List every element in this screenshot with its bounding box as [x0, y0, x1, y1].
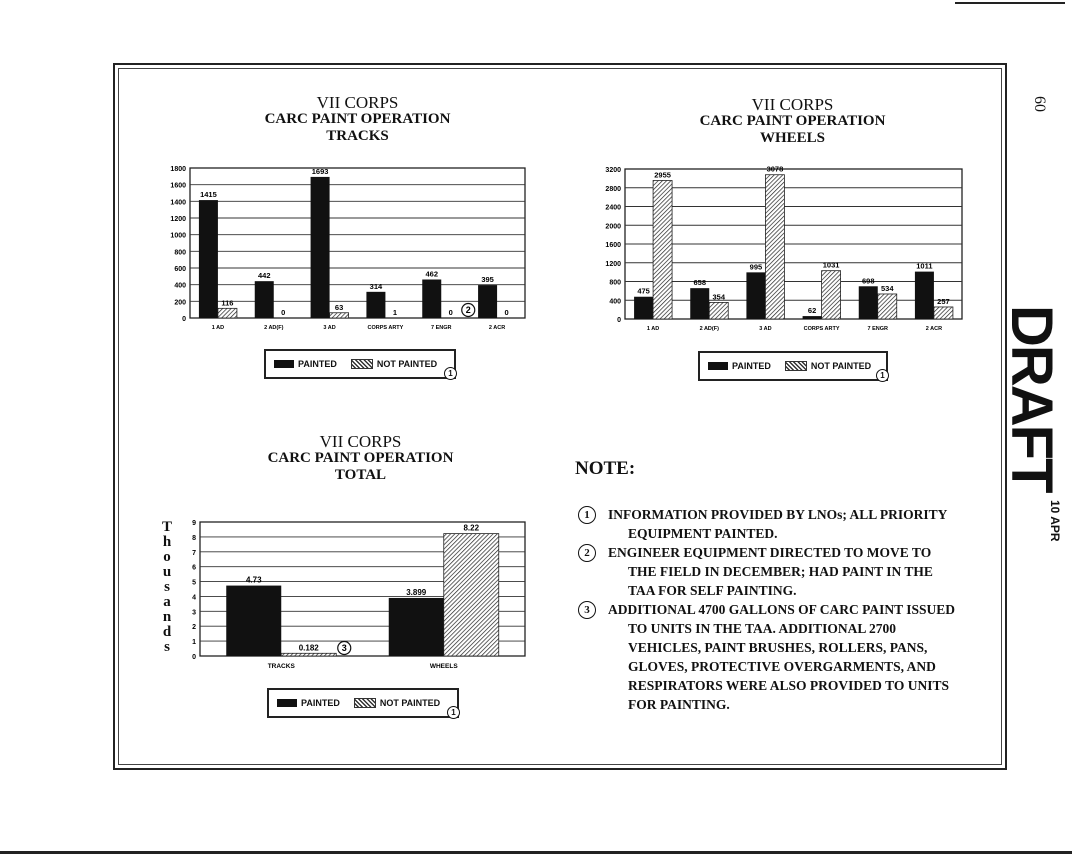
annotation-mark: 3 — [341, 643, 347, 653]
legend-painted-label: PAINTED — [732, 361, 771, 371]
data-label-not-painted: 116 — [221, 298, 234, 308]
note-text-3: ADDITIONAL 4700 GALLONS OF CARC PAINT ISSUED TO UNITS IN THE TAA. ADDITIONAL 2700 VEHICLES, PAINT BRUSHES, ROLLERS, PANS, GLOVES, PROTECTIVE OVERGARMENTS, AND RESPIRATORS WERE ALSO PROVIDED TO UNITS FOR PAINTING. — [608, 602, 956, 712]
wheels-title-line1: VII CORPS — [751, 95, 834, 114]
y-axis-label-letter: T — [161, 519, 172, 535]
draft-stamp: DRAFT — [999, 305, 1064, 492]
data-label-painted: 395 — [481, 275, 494, 285]
bar-painted — [255, 281, 274, 318]
note-number-2: 2 — [578, 544, 596, 562]
bar-not-painted — [878, 294, 897, 319]
not-painted-swatch — [354, 698, 376, 708]
y-tick-label: 200 — [174, 299, 186, 307]
note-number-1: 1 — [578, 506, 596, 524]
bar-not-painted — [653, 180, 672, 319]
bar-painted — [389, 598, 444, 656]
y-tick-label: 9 — [192, 520, 196, 527]
total-title-line1: VII CORPS — [319, 432, 402, 451]
bar-not-painted — [281, 653, 336, 656]
data-label-painted: 3.899 — [406, 587, 427, 597]
painted-swatch — [708, 362, 728, 370]
y-tick-label: 3200 — [605, 167, 621, 174]
y-tick-label: 5 — [192, 579, 196, 587]
top-edge-line — [955, 2, 1065, 4]
wheels-chart — [585, 160, 975, 340]
data-label-painted: 658 — [693, 278, 707, 288]
bar-painted — [803, 316, 822, 319]
y-tick-label: 1000 — [170, 232, 186, 240]
tracks-title-line2: CARC PAINT OPERATION — [264, 111, 451, 127]
legend-not-painted-label: NOT PAINTED — [810, 361, 872, 371]
x-tick-label: 3 AD — [323, 325, 336, 331]
legend-note-mark: 1 — [444, 367, 457, 380]
total-chart-title — [243, 433, 478, 484]
x-tick-label: 7 ENGR — [867, 326, 888, 332]
y-tick-label: 400 — [174, 282, 186, 290]
data-label-not-painted: 0 — [448, 308, 453, 317]
legend-not-painted-label: NOT PAINTED — [379, 698, 441, 708]
note-item-3 — [578, 600, 958, 714]
x-tick-label: TRACKS — [267, 663, 295, 670]
y-axis-label-letter: s — [164, 579, 170, 595]
note-item-2 — [578, 543, 958, 600]
bar-painted — [859, 286, 878, 319]
bar-painted — [690, 288, 709, 319]
note-number-3: 3 — [578, 601, 596, 619]
x-tick-label: 2 ACR — [925, 326, 943, 332]
bar-not-painted — [218, 308, 237, 318]
total-title-line2: CARC PAINT OPERATION — [267, 450, 454, 466]
y-tick-label: 1600 — [605, 242, 621, 249]
bottom-edge-line — [0, 851, 1072, 854]
legend-note-mark: 1 — [876, 369, 889, 382]
data-label-not-painted: 534 — [880, 283, 894, 293]
wheels-legend — [698, 351, 888, 381]
tracks-chart — [150, 160, 540, 340]
legend-note-mark: 1 — [447, 706, 460, 719]
total-title-line3: TOTAL — [334, 467, 387, 483]
note-heading: NOTE: — [575, 458, 636, 479]
y-tick-label: 2400 — [605, 204, 621, 212]
y-tick-label: 800 — [609, 279, 621, 287]
x-tick-label: WHEELS — [429, 663, 458, 670]
data-label-painted: 4.73 — [245, 575, 262, 585]
x-tick-label: 1 AD — [211, 325, 225, 331]
data-label-not-painted: 0 — [281, 308, 286, 317]
x-tick-label: CORPS ARTY — [367, 325, 404, 331]
data-label-not-painted: 1 — [392, 307, 398, 317]
total-y-axis-label — [160, 520, 174, 655]
data-label-not-painted: 8.22 — [463, 523, 480, 533]
bar-not-painted — [444, 534, 499, 656]
legend-painted-label: PAINTED — [298, 359, 337, 369]
legend-painted — [708, 361, 771, 371]
y-tick-label: 4 — [192, 594, 196, 602]
not-painted-swatch — [351, 359, 373, 369]
y-tick-label: 1800 — [170, 166, 186, 173]
y-axis-label-letter: a — [163, 594, 171, 610]
tracks-legend — [264, 349, 456, 379]
data-label-not-painted: 3078 — [766, 164, 784, 174]
bar-painted — [915, 272, 934, 319]
date-stamp: 10 APR — [1048, 500, 1062, 542]
y-tick-label: 400 — [609, 298, 621, 306]
data-label-painted: 995 — [749, 262, 763, 272]
y-axis-label-letter: h — [162, 534, 172, 550]
y-tick-label: 1 — [192, 639, 196, 647]
data-label-not-painted: 354 — [712, 292, 726, 302]
y-tick-label: 0 — [182, 316, 186, 323]
bar-not-painted — [934, 307, 953, 319]
y-axis-label-letter: n — [162, 609, 172, 625]
wheels-chart-svg — [585, 160, 975, 340]
y-tick-label: 8 — [192, 534, 196, 542]
bar-painted — [226, 586, 281, 656]
data-label-painted: 462 — [425, 269, 439, 279]
notes-list — [578, 505, 958, 714]
tracks-title-line3: TRACKS — [326, 128, 389, 144]
bar-painted — [366, 292, 385, 318]
data-label-not-painted: 0.182 — [298, 643, 319, 653]
data-label-painted: 1693 — [311, 166, 329, 176]
y-axis-label-letter: d — [162, 624, 172, 640]
legend-painted — [277, 698, 340, 708]
bar-painted — [422, 280, 441, 319]
data-label-painted: 314 — [369, 281, 383, 291]
legend-not-painted — [351, 359, 437, 369]
data-label-not-painted: 257 — [937, 296, 950, 306]
x-tick-label: CORPS ARTY — [803, 326, 840, 332]
note-text-1: INFORMATION PROVIDED BY LNOs; ALL PRIORITY EQUIPMENT PAINTED. — [608, 507, 947, 541]
tracks-chart-svg — [150, 160, 540, 340]
bar-painted — [478, 285, 497, 318]
data-label-painted: 698 — [861, 276, 875, 286]
legend-painted — [274, 359, 337, 369]
bar-painted — [634, 297, 653, 319]
bar-painted — [746, 272, 765, 319]
bar-painted — [199, 200, 218, 318]
x-tick-label: 2 ACR — [488, 325, 506, 331]
legend-not-painted — [354, 698, 440, 708]
y-axis-label-letter: s — [164, 639, 170, 655]
total-chart-svg — [175, 512, 535, 677]
data-label-not-painted: 1031 — [822, 260, 840, 270]
y-tick-label: 3 — [192, 609, 196, 617]
total-chart — [175, 512, 535, 677]
tracks-title-line1: VII CORPS — [316, 93, 399, 112]
y-tick-label: 7 — [192, 549, 196, 557]
data-label-not-painted: 63 — [334, 302, 344, 312]
painted-swatch — [277, 699, 297, 707]
y-tick-label: 2000 — [605, 223, 621, 231]
data-label-painted: 475 — [637, 286, 650, 296]
y-tick-label: 0 — [192, 654, 196, 661]
wheels-title-line2: CARC PAINT OPERATION — [699, 113, 886, 129]
legend-not-painted — [785, 361, 871, 371]
wheels-chart-title — [675, 96, 910, 147]
note-item-1 — [578, 505, 958, 543]
x-tick-label: 1 AD — [646, 326, 660, 332]
y-tick-label: 2 — [192, 624, 196, 632]
y-tick-label: 1400 — [170, 199, 186, 207]
bar-not-painted — [330, 313, 349, 318]
data-label-not-painted: 2955 — [654, 170, 671, 180]
tracks-chart-title — [240, 94, 475, 145]
y-axis-label-letter: u — [162, 564, 172, 580]
annotation-mark: 2 — [465, 305, 471, 315]
data-label-painted: 1011 — [916, 261, 933, 271]
y-tick-label: 1200 — [170, 216, 186, 223]
data-label-painted: 62 — [807, 306, 817, 316]
x-tick-label: 2 AD(F) — [264, 325, 284, 331]
bar-painted — [311, 177, 330, 318]
x-tick-label: 7 ENGR — [431, 325, 452, 331]
bar-not-painted — [765, 175, 784, 319]
legend-not-painted-label: NOT PAINTED — [376, 359, 438, 369]
bar-not-painted — [822, 271, 841, 319]
page-number: 60 — [1031, 96, 1048, 112]
data-label-painted: 1415 — [200, 190, 217, 200]
data-label-painted: 442 — [257, 271, 271, 281]
note-text-2: ENGINEER EQUIPMENT DIRECTED TO MOVE TO THE FIELD IN DECEMBER; HAD PAINT IN THE TAA FOR SELF PAINTING. — [608, 545, 933, 598]
legend-painted-label: PAINTED — [301, 698, 340, 708]
y-tick-label: 800 — [174, 249, 186, 257]
wheels-title-line3: WHEELS — [759, 130, 826, 146]
y-tick-label: 2800 — [605, 185, 621, 193]
y-tick-label: 1200 — [605, 260, 621, 268]
data-label-not-painted: 0 — [504, 308, 509, 317]
painted-swatch — [274, 360, 294, 368]
total-legend — [267, 688, 459, 718]
x-tick-label: 2 AD(F) — [699, 326, 719, 332]
y-axis-label-letter: o — [163, 549, 171, 565]
bar-not-painted — [709, 302, 728, 319]
plot-area — [190, 168, 525, 318]
not-painted-swatch — [785, 361, 807, 371]
y-tick-label: 0 — [617, 317, 621, 324]
y-tick-label: 6 — [192, 564, 196, 572]
y-tick-label: 600 — [174, 266, 186, 273]
y-tick-label: 1600 — [170, 182, 186, 190]
x-tick-label: 3 AD — [759, 326, 772, 332]
